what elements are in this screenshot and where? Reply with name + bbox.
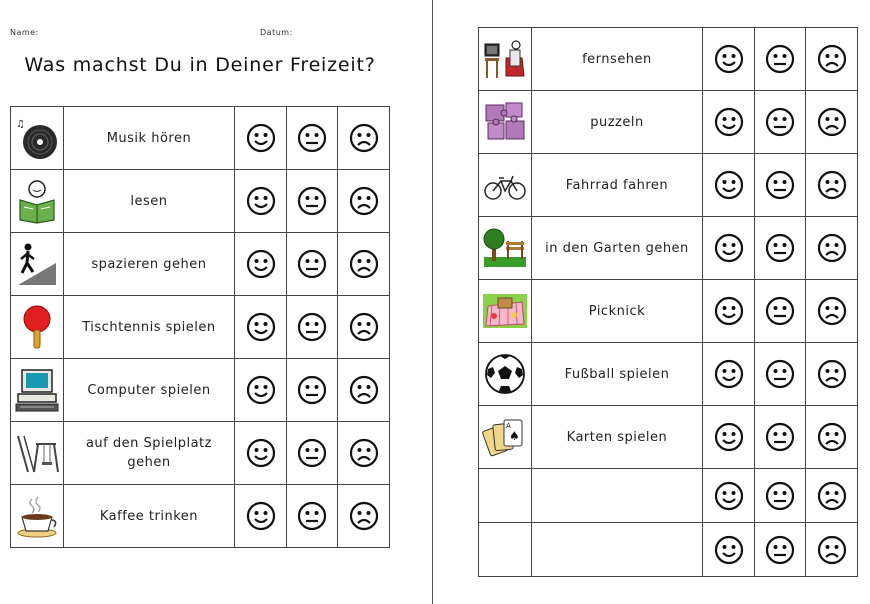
empty-picture-cell[interactable] — [479, 469, 532, 523]
activity-label: Kaffee trinken — [63, 485, 235, 548]
table-tennis-paddle-icon — [11, 296, 64, 359]
table-row — [479, 343, 858, 406]
garden-icon — [479, 217, 532, 280]
happy-face-icon[interactable] — [703, 469, 755, 523]
coffee-cup-icon — [11, 485, 64, 548]
playing-cards-icon — [479, 406, 532, 469]
worksheet-page-right — [436, 0, 870, 604]
neutral-face-icon[interactable] — [754, 217, 806, 280]
sad-face-icon[interactable] — [338, 359, 390, 422]
sad-face-icon[interactable] — [338, 233, 390, 296]
happy-face-icon[interactable] — [235, 233, 287, 296]
table-row — [11, 170, 390, 233]
neutral-face-icon[interactable] — [286, 233, 338, 296]
activity-label: Musik hören — [63, 107, 235, 170]
happy-face-icon[interactable] — [703, 154, 755, 217]
name-label: Name: — [10, 28, 39, 37]
empty-picture-cell[interactable] — [479, 523, 532, 577]
happy-face-icon[interactable] — [703, 280, 755, 343]
sad-face-icon[interactable] — [806, 523, 858, 577]
happy-face-icon[interactable] — [235, 359, 287, 422]
neutral-face-icon[interactable] — [754, 406, 806, 469]
happy-face-icon[interactable] — [703, 406, 755, 469]
activity-label: puzzeln — [531, 91, 703, 154]
neutral-face-icon[interactable] — [286, 296, 338, 359]
happy-face-icon[interactable] — [235, 296, 287, 359]
music-cd-icon — [11, 107, 64, 170]
neutral-face-icon[interactable] — [286, 485, 338, 548]
activity-table-left — [10, 106, 390, 548]
neutral-face-icon[interactable] — [286, 107, 338, 170]
sad-face-icon[interactable] — [338, 485, 390, 548]
happy-face-icon[interactable] — [703, 343, 755, 406]
bicycle-icon — [479, 154, 532, 217]
table-row — [11, 422, 390, 485]
neutral-face-icon[interactable] — [754, 28, 806, 91]
sad-face-icon[interactable] — [806, 28, 858, 91]
table-row — [479, 28, 858, 91]
neutral-face-icon[interactable] — [286, 359, 338, 422]
activity-label: Karten spielen — [531, 406, 703, 469]
happy-face-icon[interactable] — [703, 91, 755, 154]
sad-face-icon[interactable] — [806, 406, 858, 469]
neutral-face-icon[interactable] — [754, 280, 806, 343]
sad-face-icon[interactable] — [806, 280, 858, 343]
activity-label: Tischtennis spielen — [63, 296, 235, 359]
activity-label: in den Garten gehen — [531, 217, 703, 280]
neutral-face-icon[interactable] — [754, 523, 806, 577]
activity-label[interactable] — [531, 469, 703, 523]
worksheet-page-left — [0, 0, 430, 604]
page-title: Was machst Du in Deiner Freizeit? — [24, 54, 376, 76]
soccer-ball-icon — [479, 343, 532, 406]
playground-icon — [11, 422, 64, 485]
happy-face-icon[interactable] — [235, 422, 287, 485]
activity-label: fernsehen — [531, 28, 703, 91]
happy-face-icon[interactable] — [235, 485, 287, 548]
table-row — [11, 359, 390, 422]
activity-label: Picknick — [531, 280, 703, 343]
table-row — [479, 523, 858, 577]
sad-face-icon[interactable] — [338, 170, 390, 233]
sad-face-icon[interactable] — [806, 343, 858, 406]
table-row — [479, 154, 858, 217]
happy-face-icon[interactable] — [703, 28, 755, 91]
table-row — [11, 233, 390, 296]
table-row — [479, 280, 858, 343]
table-row — [479, 406, 858, 469]
activity-label: lesen — [63, 170, 235, 233]
table-row — [11, 296, 390, 359]
neutral-face-icon[interactable] — [286, 170, 338, 233]
happy-face-icon[interactable] — [235, 170, 287, 233]
activity-label[interactable] — [531, 523, 703, 577]
sad-face-icon[interactable] — [806, 469, 858, 523]
page-divider — [432, 0, 433, 604]
activity-label: Computer spielen — [63, 359, 235, 422]
watching-tv-icon — [479, 28, 532, 91]
activity-table-right — [478, 27, 858, 577]
reading-person-icon — [11, 170, 64, 233]
neutral-face-icon[interactable] — [754, 154, 806, 217]
svg-text:♫: ♫ — [15, 119, 26, 130]
svg-text:A: A — [505, 422, 512, 430]
table-row — [479, 91, 858, 154]
computer-icon — [11, 359, 64, 422]
table-row — [479, 217, 858, 280]
sad-face-icon[interactable] — [338, 296, 390, 359]
happy-face-icon[interactable] — [703, 217, 755, 280]
picnic-icon — [479, 280, 532, 343]
activity-label: Fußball spielen — [531, 343, 703, 406]
neutral-face-icon[interactable] — [286, 422, 338, 485]
svg-text:♠: ♠ — [508, 429, 521, 443]
table-row — [479, 469, 858, 523]
neutral-face-icon[interactable] — [754, 469, 806, 523]
activity-label: auf den Spielplatz gehen — [63, 422, 235, 485]
activity-label: Fahrrad fahren — [531, 154, 703, 217]
table-row — [11, 107, 390, 170]
neutral-face-icon[interactable] — [754, 343, 806, 406]
date-label: Datum: — [260, 28, 293, 37]
puzzle-icon — [479, 91, 532, 154]
sad-face-icon[interactable] — [806, 154, 858, 217]
sad-face-icon[interactable] — [806, 91, 858, 154]
walking-person-icon — [11, 233, 64, 296]
sad-face-icon[interactable] — [338, 107, 390, 170]
table-row — [11, 485, 390, 548]
sad-face-icon[interactable] — [338, 422, 390, 485]
activity-label: spazieren gehen — [63, 233, 235, 296]
sad-face-icon[interactable] — [806, 217, 858, 280]
happy-face-icon[interactable] — [235, 107, 287, 170]
happy-face-icon[interactable] — [703, 523, 755, 577]
neutral-face-icon[interactable] — [754, 91, 806, 154]
